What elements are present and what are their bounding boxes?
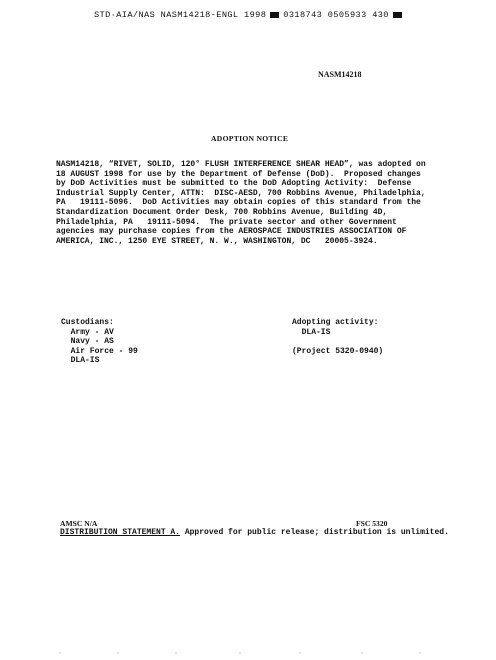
scan-artifact-dots xyxy=(0,650,496,656)
distribution-label: DISTRIBUTION STATEMENT A. xyxy=(60,528,181,537)
scan-block-mark xyxy=(393,12,402,18)
fsc-code: FSC 5320 xyxy=(356,519,388,528)
body-line: Industrial Supply Center, ATTN: DISC-AESD, 700 Robbins Avenue, Philadelphia, xyxy=(56,188,426,198)
body-line: by DoD Activities must be submitted to the DoD Adopting Activity: Defense xyxy=(56,179,412,189)
adopting-activity-block xyxy=(292,318,383,356)
scan-block-mark xyxy=(270,12,279,18)
distribution-text: Approved for public release; distribution is unlimited. xyxy=(180,528,449,537)
body-line: Standardization Document Order Desk, 700 Robbins Avenue, Building 4D, xyxy=(56,207,388,217)
custodian-item: DLA-IS xyxy=(61,356,100,366)
amsc-code: AMSC N/A xyxy=(60,519,98,528)
custodians-heading: Custodians: xyxy=(61,318,114,327)
page-header xyxy=(94,10,402,20)
header-control-number: 0318743 0505933 430 xyxy=(283,10,389,20)
adopting-heading: Adopting activity: xyxy=(292,318,379,327)
document-number: NASM14218 xyxy=(318,70,362,79)
custodian-item: Army - AV xyxy=(61,327,114,337)
adopting-value: DLA-IS xyxy=(292,327,331,337)
custodian-item: Air Force - 99 xyxy=(61,346,138,356)
body-line: agencies may purchase copies from the AEROSPACE INDUSTRIES ASSOCIATION OF xyxy=(56,227,407,237)
body-line: 18 AUGUST 1998 for use by the Department of Defense (DoD). Proposed changes xyxy=(56,169,421,179)
body-line: AMERICA, INC., 1250 EYE STREET, N. W., WASHINGTON, DC 20005-3924. xyxy=(56,236,378,246)
notice-body xyxy=(56,160,426,246)
body-line: NASM14218, “RIVET, SOLID, 120° FLUSH INTERFERENCE SHEAR HEAD”, was adopted on xyxy=(56,160,426,169)
project-number: (Project 5320-0940) xyxy=(292,346,384,356)
header-document-id: STD·AIA/NAS NASM14218-ENGL 1998 xyxy=(94,10,267,20)
custodian-item: Navy - AS xyxy=(61,337,114,347)
spacer xyxy=(292,337,383,347)
notice-title: ADOPTION NOTICE xyxy=(211,134,289,143)
custodians-block xyxy=(61,318,138,366)
distribution-statement xyxy=(60,528,449,537)
body-line: PA 19111-5096. DoD Activities may obtain copies of this standard from the xyxy=(56,198,421,208)
body-line: Philadelphia, PA 19111-5094. The private sector and other Government xyxy=(56,217,397,227)
